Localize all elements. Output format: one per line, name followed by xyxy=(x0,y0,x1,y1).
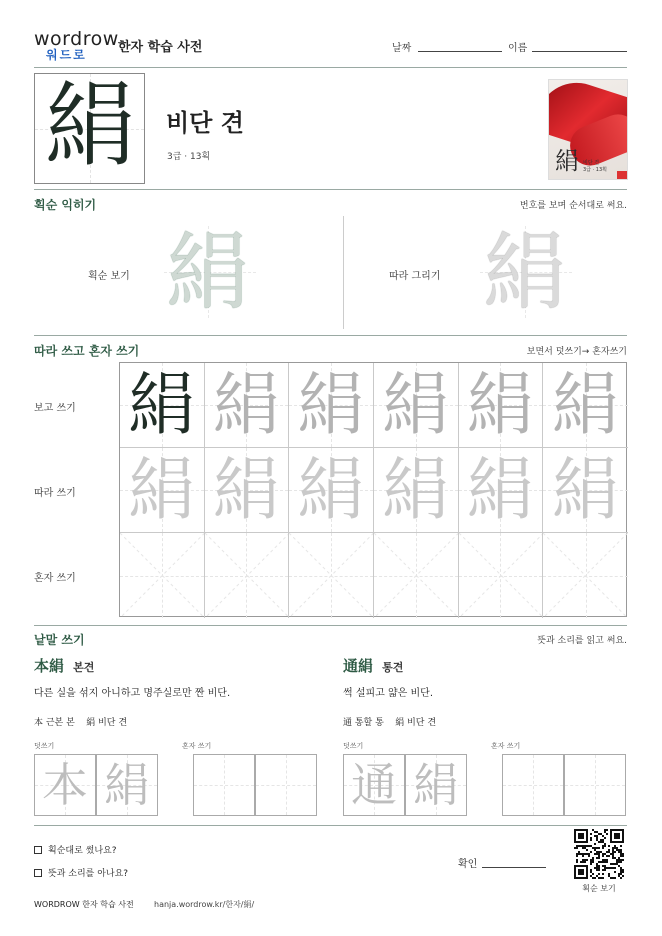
wordrow-logo xyxy=(34,28,119,64)
main-character-box xyxy=(34,73,145,184)
practice-character: 絹 xyxy=(212,451,281,530)
meaning-sound: 비단 견 xyxy=(166,109,244,137)
word-definition: 썩 설피고 얇은 비단. xyxy=(343,688,433,699)
section-divider xyxy=(34,189,627,190)
main-character: 絹 xyxy=(44,72,137,179)
word-trace-box[interactable]: 通 xyxy=(343,754,405,816)
cover-character: 絹 xyxy=(555,147,579,175)
qr-label: 획순 보기 xyxy=(582,884,616,893)
practice-character: 絹 xyxy=(381,451,450,530)
words-section-note: 뜻과 소리를 읽고 써요. xyxy=(537,636,627,646)
logo-wordmark: wordrow xyxy=(34,28,119,50)
stroke-view-label: 획순 보기 xyxy=(88,271,130,282)
practice-character: 絹 xyxy=(127,366,196,445)
confirm-label: 확인 xyxy=(458,859,478,870)
alone-label: 혼자 쓰기 xyxy=(182,742,212,750)
checklist-item-2[interactable]: 뜻과 소리를 아나요? xyxy=(34,866,128,879)
practice-cell[interactable] xyxy=(120,533,205,618)
word-hanja: 本絹 xyxy=(34,657,65,675)
stroke-section-title: 획순 익히기 xyxy=(34,198,97,212)
practice-cell[interactable] xyxy=(120,448,205,533)
word-card-1 xyxy=(34,655,94,676)
word-breakdown: 通 통할 통 絹 비단 견 xyxy=(343,718,437,728)
word-write-box[interactable] xyxy=(255,754,317,816)
practice-cell[interactable] xyxy=(459,363,544,448)
practice-character: 絹 xyxy=(127,451,196,530)
word-write-box[interactable] xyxy=(193,754,255,816)
practice-cell[interactable] xyxy=(459,533,544,618)
practice-cell[interactable] xyxy=(543,363,628,448)
date-label: 날짜 xyxy=(392,43,412,54)
row-label-alone: 혼자 쓰기 xyxy=(34,573,76,584)
logo-korean: 워드로 xyxy=(46,48,87,62)
footer-url[interactable]: hanja.wordrow.kr/한자/絹/ xyxy=(154,900,255,909)
practice-cell[interactable] xyxy=(205,533,290,618)
word-write-box[interactable] xyxy=(502,754,564,816)
grade-strokes: 3급 · 13획 xyxy=(167,152,211,162)
stroke-divider xyxy=(343,216,344,329)
word-card-2 xyxy=(343,655,403,676)
practice-cell[interactable] xyxy=(205,363,290,448)
practice-character: 絹 xyxy=(297,366,366,445)
practice-cell[interactable] xyxy=(289,448,374,533)
trace-label: 덧쓰기 xyxy=(34,742,55,750)
name-label: 이름 xyxy=(508,43,528,54)
section-divider xyxy=(34,825,627,826)
words-section-title: 낱말 쓰기 xyxy=(34,633,85,647)
practice-cell[interactable] xyxy=(543,533,628,618)
confirm-field[interactable] xyxy=(482,867,546,868)
practice-cell[interactable] xyxy=(289,363,374,448)
trace-label: 덧쓰기 xyxy=(343,742,364,750)
practice-character: 絹 xyxy=(466,451,535,530)
word-definition: 다른 실을 섞지 아니하고 명주실로만 짠 비단. xyxy=(34,688,231,699)
word-breakdown: 本 근본 본 絹 비단 견 xyxy=(34,718,128,728)
practice-character: 絹 xyxy=(466,366,535,445)
word-reading: 본견 xyxy=(73,661,95,674)
word-trace-box[interactable]: 絹 xyxy=(405,754,467,816)
stroke-order-character: 絹 xyxy=(165,223,250,321)
date-field[interactable] xyxy=(418,51,502,52)
name-field[interactable] xyxy=(532,51,627,52)
book-cover-image xyxy=(548,79,628,180)
practice-character: 絹 xyxy=(212,366,281,445)
word-trace-box[interactable]: 絹 xyxy=(96,754,158,816)
practice-cell[interactable] xyxy=(120,363,205,448)
section-divider xyxy=(34,625,627,626)
practice-character: 絹 xyxy=(381,366,450,445)
practice-cell[interactable] xyxy=(205,448,290,533)
word-trace-box[interactable]: 本 xyxy=(34,754,96,816)
word-reading: 통견 xyxy=(382,661,404,674)
checkbox[interactable] xyxy=(34,869,42,877)
footer-brand: WORDROW 한자 학습 사전 xyxy=(34,900,134,909)
practice-section-title: 따라 쓰고 혼자 쓰기 xyxy=(34,344,140,358)
practice-cell[interactable] xyxy=(289,533,374,618)
practice-character: 絹 xyxy=(551,451,620,530)
app-title: 한자 학습 사전 xyxy=(118,40,203,55)
practice-cell[interactable] xyxy=(459,448,544,533)
word-write-box[interactable] xyxy=(564,754,626,816)
row-label-view: 보고 쓰기 xyxy=(34,403,76,414)
section-divider xyxy=(34,335,627,336)
practice-grid xyxy=(119,362,627,617)
practice-cell[interactable] xyxy=(374,448,459,533)
trace-label: 따라 그리기 xyxy=(389,271,441,282)
cover-text: 비단 견 3급 · 13획 xyxy=(583,160,607,173)
practice-cell[interactable] xyxy=(374,533,459,618)
trace-character[interactable]: 絹 xyxy=(482,223,567,321)
header-divider xyxy=(34,67,627,68)
checklist-item-1[interactable]: 획순대로 썼나요? xyxy=(34,843,117,856)
row-label-trace: 따라 쓰기 xyxy=(34,488,76,499)
qr-code-icon[interactable] xyxy=(574,829,624,879)
practice-cell[interactable] xyxy=(374,363,459,448)
practice-character: 絹 xyxy=(297,451,366,530)
practice-character: 絹 xyxy=(551,366,620,445)
stroke-section-note: 번호를 보며 순서대로 써요. xyxy=(519,201,627,211)
alone-label: 혼자 쓰기 xyxy=(491,742,521,750)
practice-section-note: 보면서 덧쓰기→ 혼자쓰기 xyxy=(526,347,627,357)
word-hanja: 通絹 xyxy=(343,657,374,675)
practice-cell[interactable] xyxy=(543,448,628,533)
checkbox[interactable] xyxy=(34,846,42,854)
